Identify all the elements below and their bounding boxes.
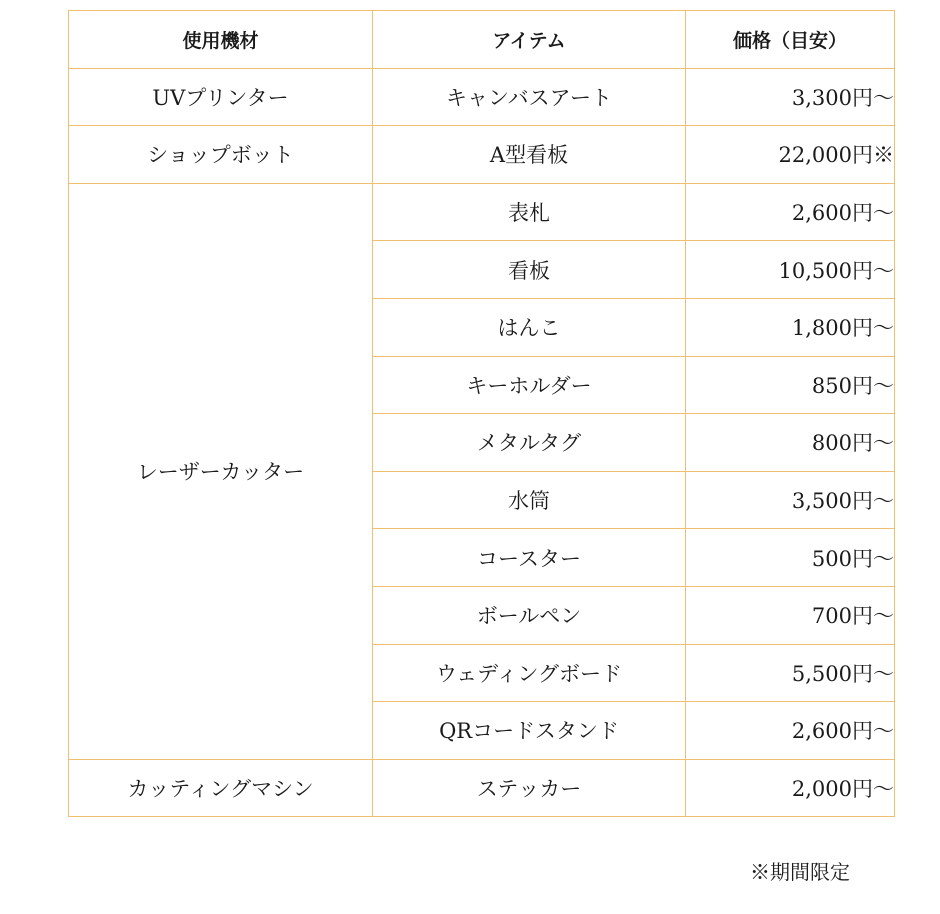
limited-time-note: ※期間限定 xyxy=(750,860,850,884)
table-row xyxy=(69,126,895,184)
price-cell: 500円～ xyxy=(686,529,895,587)
machine-cell: ショップボット xyxy=(69,126,373,184)
header-item: アイテム xyxy=(373,11,686,69)
item-cell: 表札 xyxy=(373,183,686,241)
price-table xyxy=(68,10,895,817)
item-cell: ウェディングボード xyxy=(373,644,686,702)
item-cell: ボールペン xyxy=(373,586,686,644)
price-cell: 2,600円～ xyxy=(686,183,895,241)
item-cell: A型看板 xyxy=(373,126,686,184)
table-row xyxy=(69,759,895,817)
price-cell: 5,500円～ xyxy=(686,644,895,702)
table-row xyxy=(69,68,895,126)
item-cell: キャンバスアート xyxy=(373,68,686,126)
price-cell: 800円～ xyxy=(686,414,895,472)
price-cell: 2,000円～ xyxy=(686,759,895,817)
header-row xyxy=(69,11,895,69)
machine-cell: UVプリンター xyxy=(69,68,373,126)
item-cell: はんこ xyxy=(373,298,686,356)
item-cell: 水筒 xyxy=(373,471,686,529)
item-cell: ステッカー xyxy=(373,759,686,817)
machine-cell: カッティングマシン xyxy=(69,759,373,817)
item-cell: コースター xyxy=(373,529,686,587)
price-cell: 22,000円※ xyxy=(686,126,895,184)
table-body xyxy=(69,68,895,817)
header-machine: 使用機材 xyxy=(69,11,373,69)
header-price: 価格（目安） xyxy=(686,11,895,69)
price-cell: 700円～ xyxy=(686,586,895,644)
price-cell: 3,300円～ xyxy=(686,68,895,126)
table-row xyxy=(69,183,895,241)
item-cell: メタルタグ xyxy=(373,414,686,472)
price-cell: 3,500円～ xyxy=(686,471,895,529)
item-cell: QRコードスタンド xyxy=(373,702,686,760)
item-cell: 看板 xyxy=(373,241,686,299)
item-cell: キーホルダー xyxy=(373,356,686,414)
price-cell: 850円～ xyxy=(686,356,895,414)
price-cell: 1,800円～ xyxy=(686,298,895,356)
price-cell: 2,600円～ xyxy=(686,702,895,760)
price-cell: 10,500円～ xyxy=(686,241,895,299)
machine-cell: レーザーカッター xyxy=(69,183,373,759)
